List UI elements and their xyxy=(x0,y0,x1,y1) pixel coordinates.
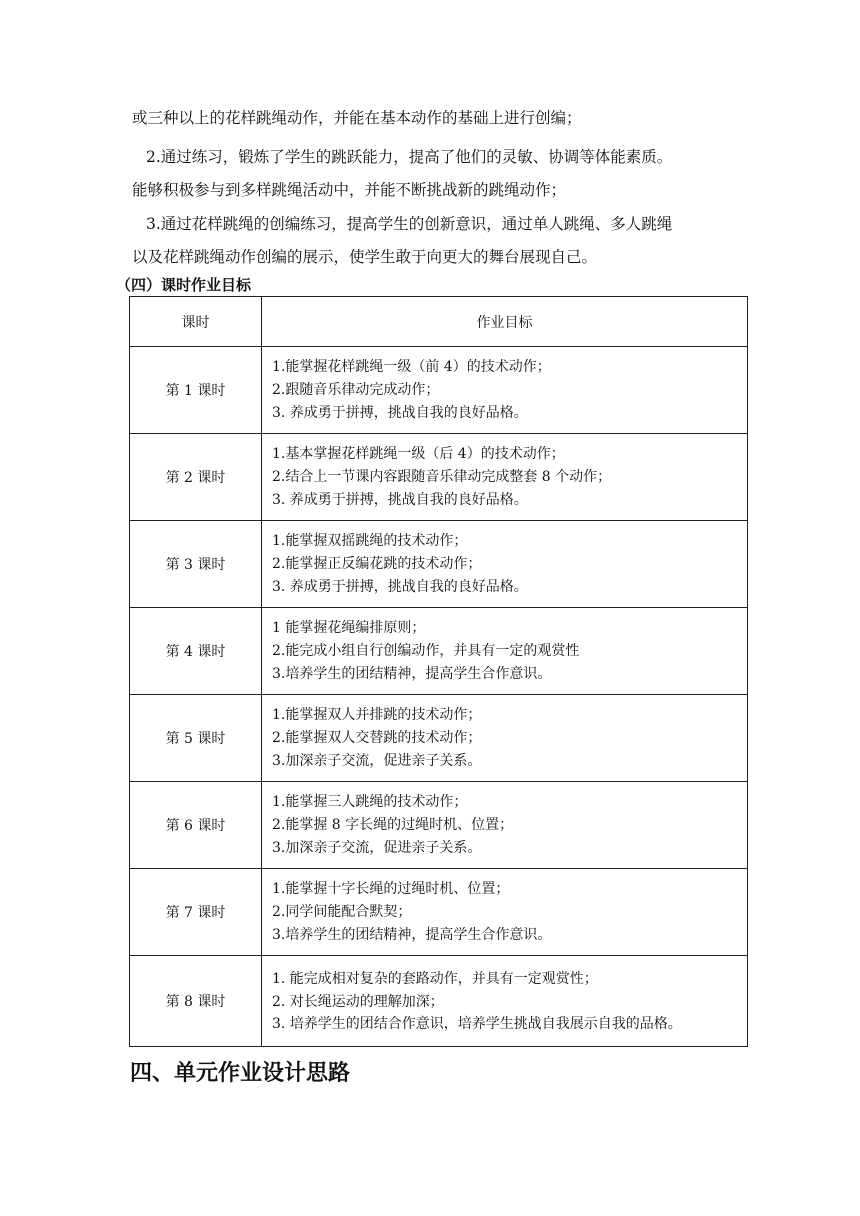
period-cell: 第 8 课时 xyxy=(130,956,262,1047)
table-row xyxy=(130,434,748,521)
goal-line: 2.能完成小组自行创编动作，并具有一定的观赏性 xyxy=(272,642,580,659)
goals-cell xyxy=(262,782,748,869)
goal-line: 2.同学间能配合默契； xyxy=(272,903,412,920)
table-header-row xyxy=(130,297,748,347)
goal-line: 3.加深亲子交流，促进亲子关系。 xyxy=(272,752,482,769)
goals-cell xyxy=(262,608,748,695)
period-cell: 第 6 课时 xyxy=(130,782,262,869)
paragraph-line: 2.通过练习，锻炼了学生的跳跃能力，提高了他们的灵敏、协调等体能素质。 xyxy=(146,148,673,166)
goal-line: 1.能掌握双摇跳绳的技术动作； xyxy=(272,532,468,549)
subheading-lesson-goals: （四）课时作业目标 xyxy=(116,276,252,294)
paragraph-2 xyxy=(132,141,732,207)
goal-line: 1.基本掌握花样跳绳一级（后 4）的技术动作； xyxy=(272,445,565,462)
section-heading: 四、单元作业设计思路 xyxy=(130,1061,351,1086)
paragraph-line: 3.通过花样跳绳的创编练习，提高学生的创新意识，通过单人跳绳、多人跳绳 xyxy=(146,215,673,233)
table-row xyxy=(130,608,748,695)
goal-line: 2.能掌握 8 字长绳的过绳时机、位置； xyxy=(272,816,514,833)
goal-line: 2.能掌握双人交替跳的技术动作； xyxy=(272,729,482,746)
goals-cell xyxy=(262,695,748,782)
period-cell: 第 5 课时 xyxy=(130,695,262,782)
goals-cell xyxy=(262,956,748,1047)
period-cell: 第 7 课时 xyxy=(130,869,262,956)
goal-line: 1.能掌握三人跳绳的技术动作； xyxy=(272,793,468,810)
lesson-goals-table xyxy=(129,296,748,1047)
goal-line: 3. 养成勇于拼搏，挑战自我的良好品格。 xyxy=(272,578,528,595)
goal-line: 1 能掌握花绳编排原则； xyxy=(272,619,426,636)
period-cell: 第 3 课时 xyxy=(130,521,262,608)
table-row xyxy=(130,521,748,608)
goal-line: 1. 能完成相对复杂的套路动作，并具有一定观赏性； xyxy=(272,971,598,987)
table-row xyxy=(130,782,748,869)
period-cell: 第 1 课时 xyxy=(130,347,262,434)
goal-line: 2.跟随音乐律动完成动作； xyxy=(272,381,440,398)
goal-line: 3. 养成勇于拼搏，挑战自我的良好品格。 xyxy=(272,404,528,421)
paragraph-1 xyxy=(132,102,732,135)
paragraph-3 xyxy=(132,208,732,274)
goal-line: 1.能掌握十字长绳的过绳时机、位置； xyxy=(272,880,510,897)
paragraph-line: 能够积极参与到多样跳绳活动中，并能不断挑战新的跳绳动作； xyxy=(132,181,567,199)
goal-line: 3.培养学生的团结精神，提高学生合作意识。 xyxy=(272,926,552,943)
goal-line: 3. 培养学生的团结合作意识，培养学生挑战自我展示自我的品格。 xyxy=(272,1016,682,1032)
header-goals: 作业目标 xyxy=(262,297,748,347)
goal-line: 3.加深亲子交流，促进亲子关系。 xyxy=(272,839,482,856)
goals-cell xyxy=(262,521,748,608)
goal-line: 2.能掌握正反编花跳的技术动作； xyxy=(272,555,482,572)
goals-cell xyxy=(262,434,748,521)
goal-line: 2. 对长绳运动的理解加深； xyxy=(272,994,444,1010)
table-row xyxy=(130,869,748,956)
goal-line: 3. 养成勇于拼搏，挑战自我的良好品格。 xyxy=(272,491,528,508)
goals-cell xyxy=(262,347,748,434)
table-row xyxy=(130,347,748,434)
paragraph-line: 或三种以上的花样跳绳动作，并能在基本动作的基础上进行创编； xyxy=(132,109,582,127)
goal-line: 2.结合上一节课内容跟随音乐律动完成整套 8 个动作； xyxy=(272,468,612,485)
goal-line: 3.培养学生的团结精神，提高学生合作意识。 xyxy=(272,665,552,682)
period-cell: 第 4 课时 xyxy=(130,608,262,695)
table-row xyxy=(130,956,748,1047)
goals-cell xyxy=(262,869,748,956)
table-row xyxy=(130,695,748,782)
period-cell: 第 2 课时 xyxy=(130,434,262,521)
paragraph-line: 以及花样跳绳动作创编的展示，使学生敢于向更大的舞台展现自己。 xyxy=(132,248,598,266)
goal-line: 1.能掌握花样跳绳一级（前 4）的技术动作； xyxy=(272,358,551,375)
goal-line: 1.能掌握双人并排跳的技术动作； xyxy=(272,706,482,723)
header-period: 课时 xyxy=(130,297,262,347)
